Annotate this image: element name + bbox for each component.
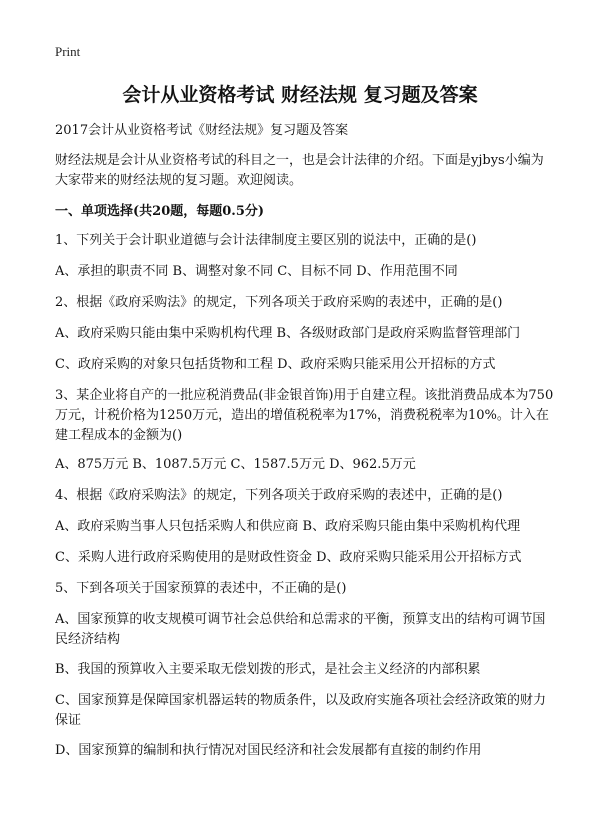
- section-heading: 一、单项选择(共20题，每题0.5分): [55, 204, 265, 219]
- print-label: Print: [55, 44, 81, 59]
- question-2-stem: 2、根据《政府采购法》的规定，下列各项关于政府采购的表述中，正确的是(): [55, 295, 503, 310]
- question-4-options-ab: A、政府采购当事人只包括采购人和供应商 B、政府采购只能由集中采购机构代理: [55, 519, 521, 534]
- question-2-options-ab: A、政府采购只能由集中采购机构代理 B、各级财政部门是政府采购监督管理部门: [55, 326, 521, 341]
- question-5-option-a: A、国家预算的收支规模可调节社会总供给和总需求的平衡，预算支出的结构可调节国民经济结构: [55, 612, 546, 647]
- question-4-options-cd: C、采购人进行政府采购使用的是财政性资金 D、政府采购只能采用公开招标方式: [55, 550, 522, 565]
- question-5-option-b: B、我国的预算收入主要采取无偿划拨的形式，是社会主义经济的内部积累: [55, 662, 481, 677]
- document-title: 会计从业资格考试 财经法规 复习题及答案: [122, 84, 478, 106]
- document-subtitle: 2017会计从业资格考试《财经法规》复习题及答案: [55, 123, 349, 138]
- question-4-stem: 4、根据《政府采购法》的规定，下列各项关于政府采购的表述中，正确的是(): [55, 488, 503, 503]
- question-5-option-c: C、国家预算是保障国家机器运转的物质条件，以及政府实施各项社会经济政策的财力保证: [55, 693, 546, 728]
- intro-paragraph: 财经法规是会计从业资格考试的科目之一，也是会计法律的介绍。下面是yjbys小编为大家带来的财经法规的复习题。欢迎阅读。: [55, 153, 544, 188]
- question-1-options: A、承担的职责不同 B、调整对象不同 C、目标不同 D、作用范围不同: [55, 264, 458, 279]
- question-3-stem: 3、某企业将自产的一批应税消费品(非金银首饰)用于自建立程。该批消费品成本为750万元，计税价格为1250万元，造出的增值税税率为17%，消费税税率为10%。计入在建工程成本的金额为(): [55, 388, 554, 443]
- question-1-stem: 1、下列关于会计职业道德与会计法律制度主要区别的说法中，正确的是(): [55, 233, 477, 248]
- question-2-options-cd: C、政府采购的对象只包括货物和工程 D、政府采购只能采用公开招标的方式: [55, 357, 496, 372]
- question-5-stem: 5、下到各项关于国家预算的表述中，不正确的是(): [55, 581, 347, 596]
- question-5-option-d: D、国家预算的编制和执行情况对国民经济和社会发展都有直接的制约作用: [55, 743, 482, 758]
- question-3-options: A、875万元 B、1087.5万元 C、1587.5万元 D、962.5万元: [55, 457, 416, 472]
